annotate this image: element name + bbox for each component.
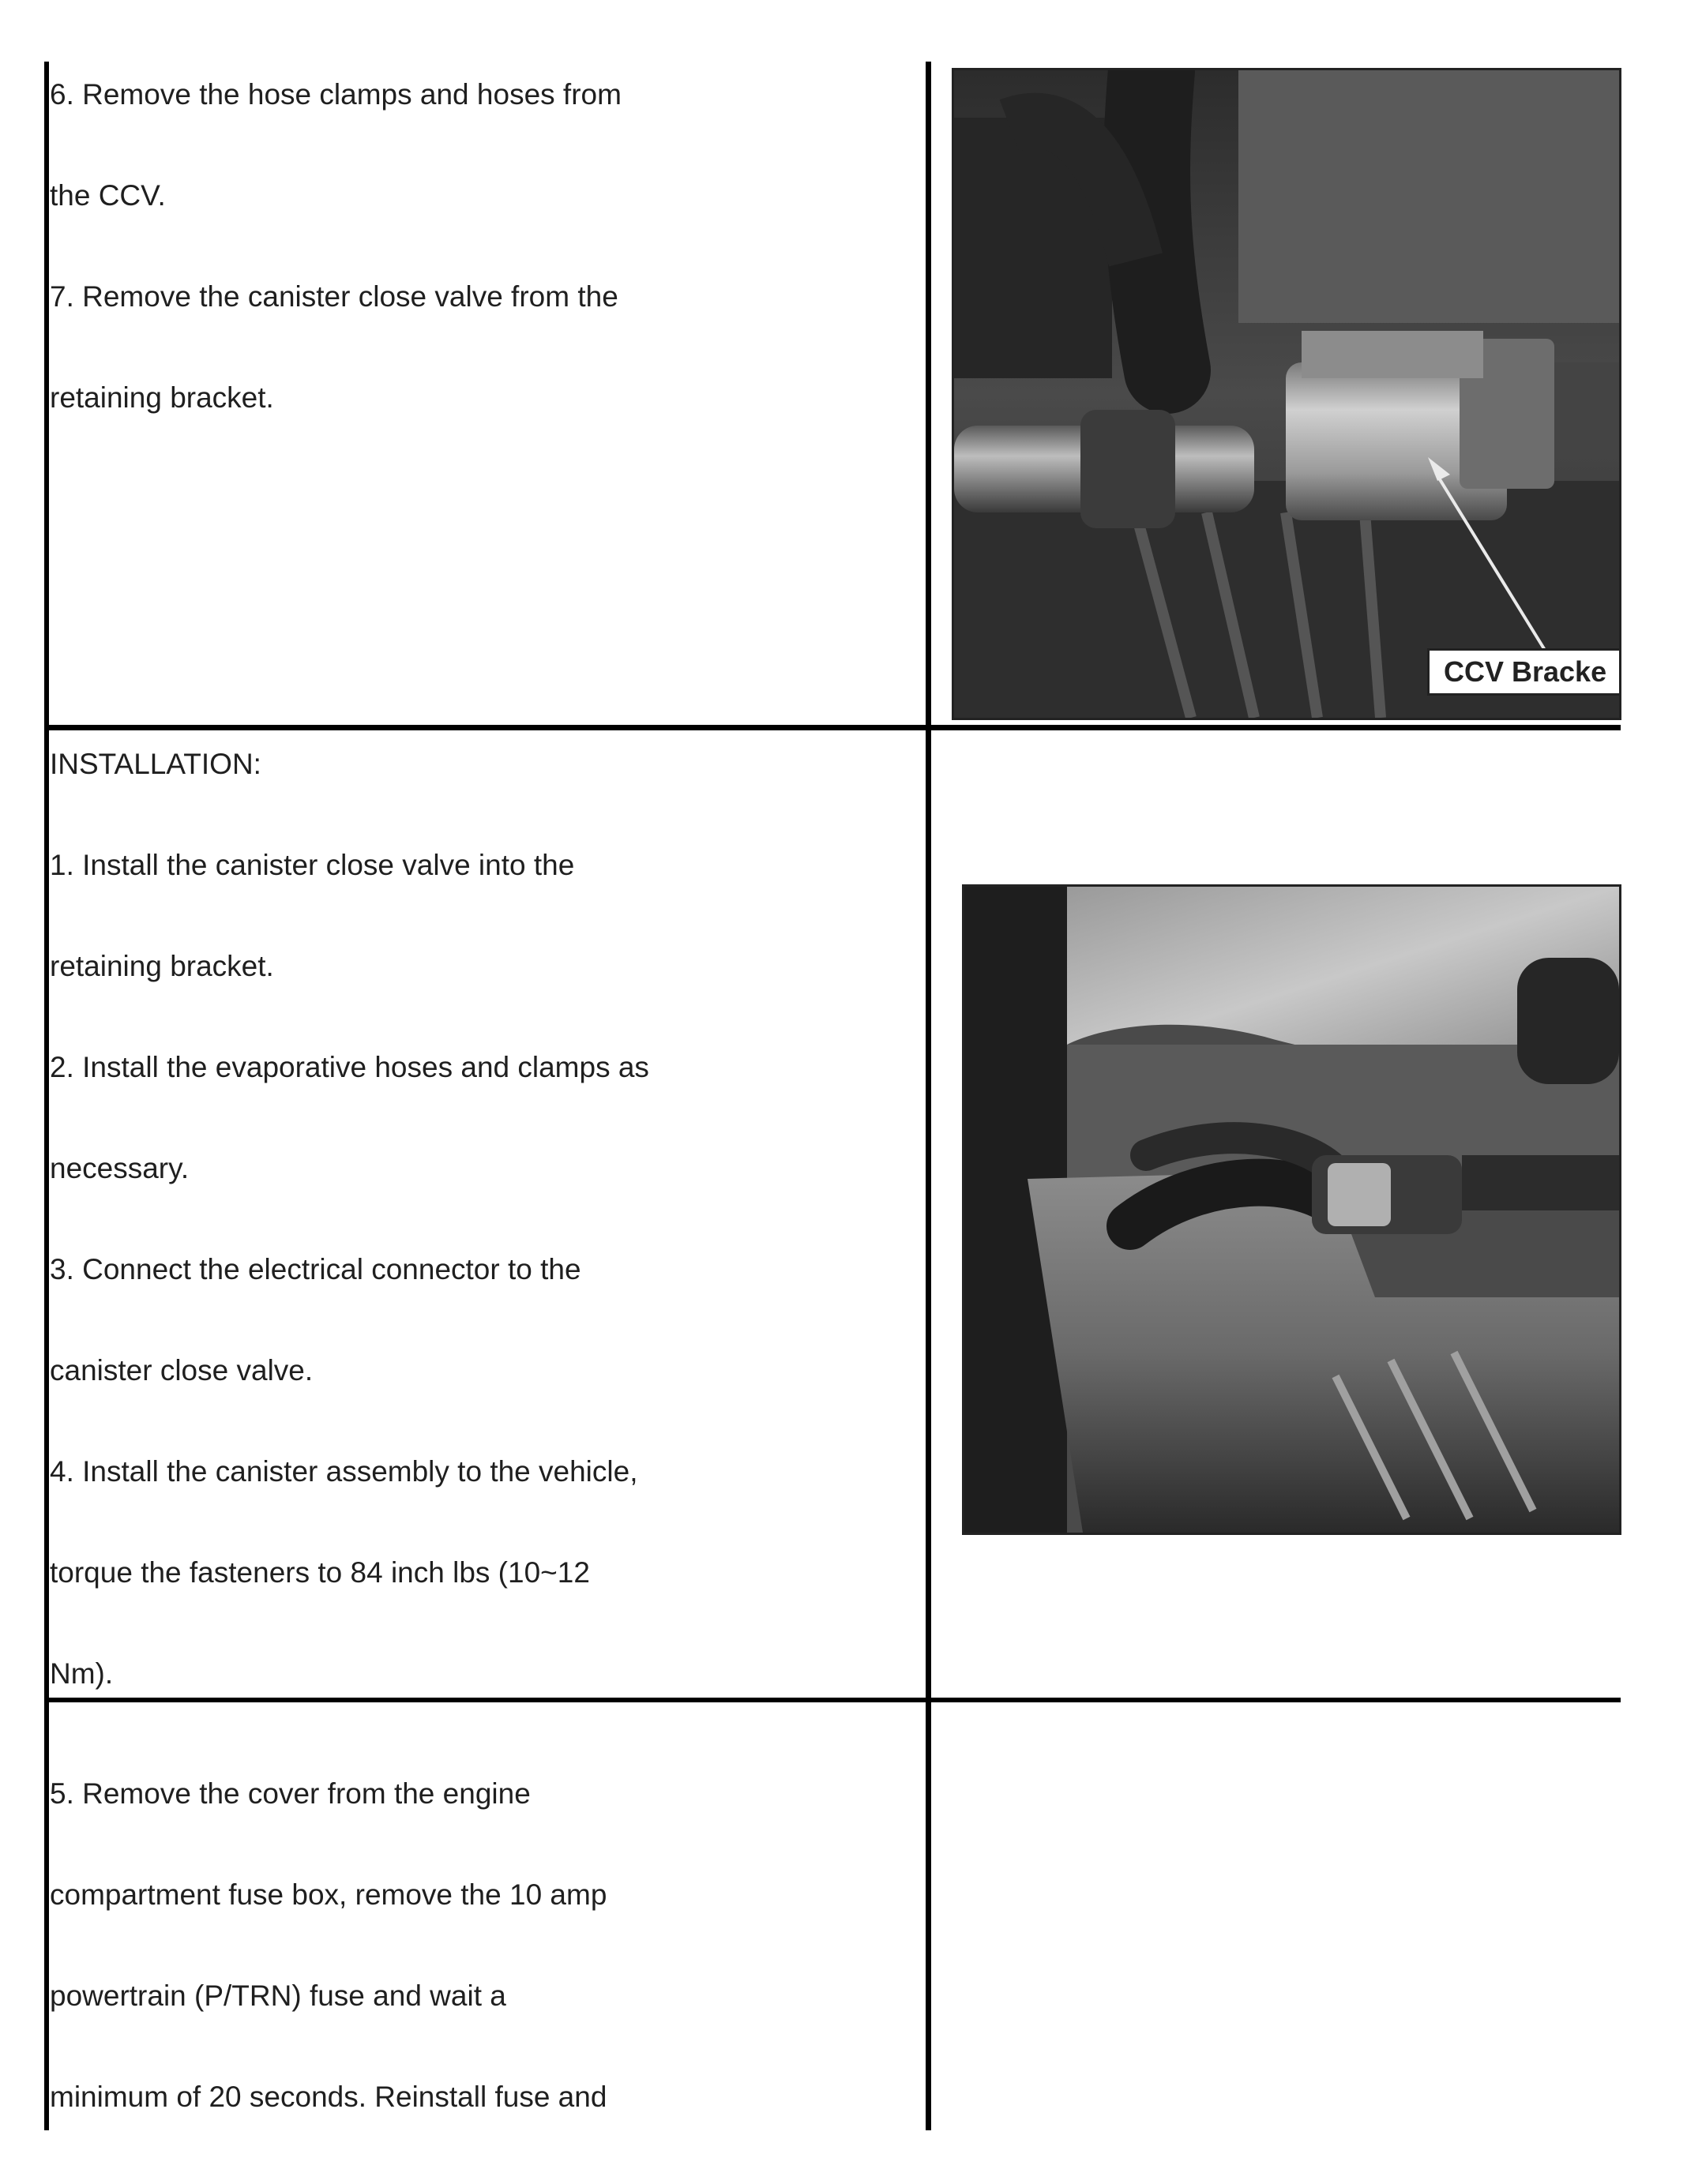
instruction-line: 4. Install the canister assembly to the vehicle, — [50, 1455, 638, 1488]
table-column-divider — [926, 62, 931, 2130]
section-heading: INSTALLATION: — [50, 748, 261, 780]
instruction-line: torque the fasteners to 84 inch lbs (10~12 — [50, 1556, 590, 1589]
instruction-line: 1. Install the canister close valve into the — [50, 849, 575, 881]
instruction-line: 5. Remove the cover from the engine — [50, 1777, 531, 1810]
ccv-bracket-illustration — [954, 70, 1619, 718]
instruction-line: compartment fuse box, remove the 10 amp — [50, 1878, 607, 1911]
installation-photo — [962, 884, 1621, 1535]
instruction-line: minimum of 20 seconds. Reinstall fuse and — [50, 2081, 607, 2113]
ccv-bracket-callout: CCV Bracke — [1427, 648, 1621, 696]
instruction-line: 6. Remove the hose clamps and hoses from — [50, 78, 622, 111]
instruction-line: 7. Remove the canister close valve from the — [50, 280, 618, 313]
instruction-line: 3. Connect the electrical connector to the — [50, 1253, 581, 1285]
instruction-line: powertrain (P/TRN) fuse and wait a — [50, 1979, 506, 2012]
instruction-line: retaining bracket. — [50, 381, 274, 414]
ccv-bracket-photo — [952, 68, 1621, 720]
instruction-line: the CCV. — [50, 179, 166, 212]
instruction-line: canister close valve. — [50, 1354, 314, 1387]
instruction-line: Nm). — [50, 1657, 114, 1690]
table-left-border — [44, 62, 49, 2130]
table-row-divider — [44, 1698, 1621, 1702]
instruction-line: 2. Install the evaporative hoses and clamps as — [50, 1051, 649, 1083]
table-row-divider — [44, 725, 1621, 730]
instruction-line: retaining bracket. — [50, 950, 274, 982]
instruction-line: necessary. — [50, 1152, 190, 1184]
installation-illustration — [964, 887, 1619, 1533]
